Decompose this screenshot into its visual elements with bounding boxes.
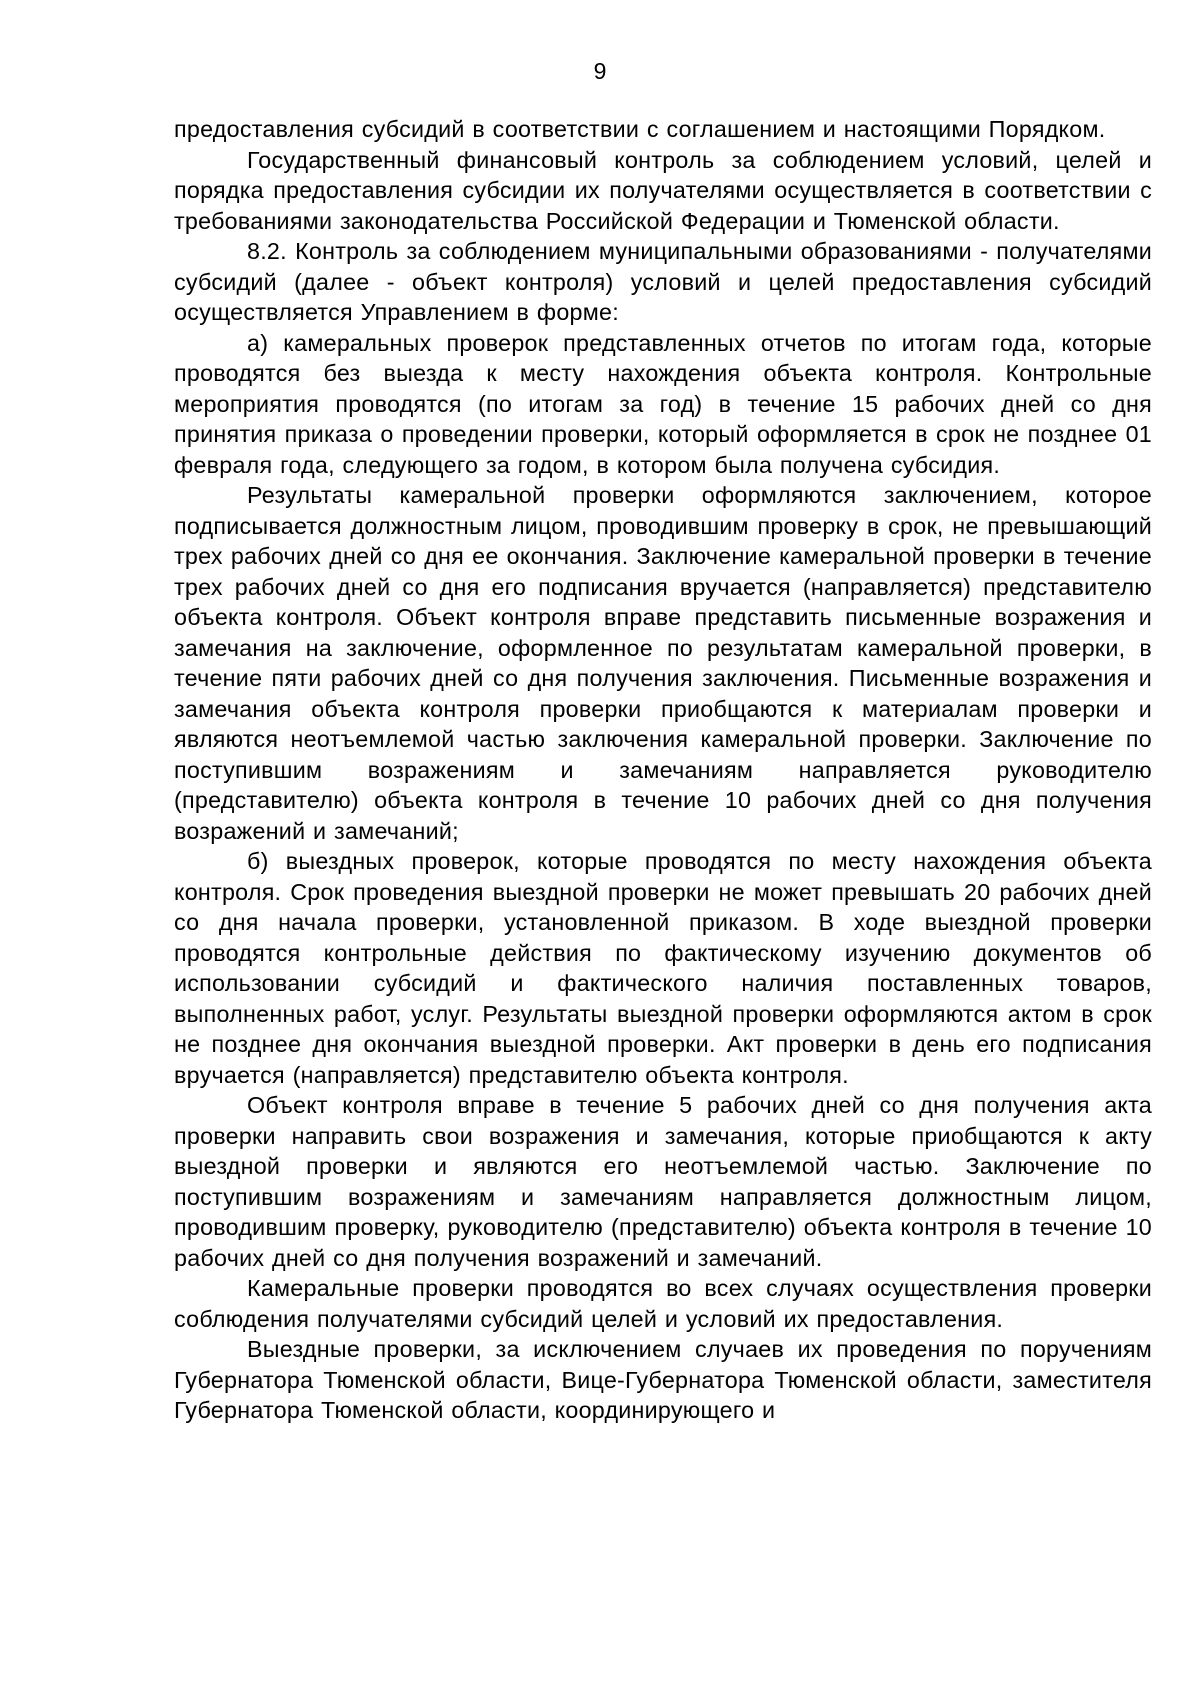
paragraph-desk-audits: а) камеральных проверок представленных отчетов по итогам года, которые проводятся без выезда к месту нахождения объекта контроля. Контрольные мероприятия проводятся (по итогам за год) в течение 15 рабочих дней со дня принятия приказа о проведении проверки, который оформляется в срок не позднее 01 февраля года, следующего за годом, в котором была получена субсидия. bbox=[174, 329, 1152, 478]
paragraph-desk-audit-results: Результаты камеральной проверки оформляются заключением, которое подписывается должностным лицом, проводившим проверку в срок, не превышающий трех рабочих дней со дня ее окончания. Заключение камеральной проверки в течение трех рабочих дней со дня его подписания вручается (направляется) представителю объекта контроля. Объект контроля вправе представить письменные возражения и замечания на заключение, оформленное по результатам камеральной проверки, в течение пяти рабочих дней со дня получения заключения. Письменные возражения и замечания объекта контроля проверки приобщаются к материалам проверки и являются неотъемлемой частью заключения камеральной проверки. Заключение по поступившим возражениям и замечаниям направляется руководителю (представителю) объекта контроля в течение 10 рабочих дней со дня получения возражений и замечаний; bbox=[174, 482, 1152, 844]
paragraph-section-8-2: 8.2. Контроль за соблюдением муниципальными образованиями - получателями субсидий (далее - объект контроля) условий и целей предоставления субсидий осуществляется Управлением в форме: bbox=[174, 238, 1152, 325]
paragraph-objections: Объект контроля вправе в течение 5 рабочих дней со дня получения акта проверки направить свои возражения и замечания, которые приобщаются к акту выездной проверки и являются его неотъемлемой частью. Заключение по поступившим возражениям и замечаниям направляется должностным лицом, проводившим проверку, руководителю (представителю) объекта контроля в течение 10 рабочих дней со дня получения возражений и замечаний. bbox=[174, 1092, 1152, 1271]
paragraph-continuation: предоставления субсидий в соответствии с соглашением и настоящими Порядком. bbox=[174, 116, 1106, 142]
paragraph-field-audits: б) выездных проверок, которые проводятся по месту нахождения объекта контроля. Срок проведения выездной проверки не может превышать 20 рабочих дней со дня начала проверки, установленной приказом. В ходе выездной проверки проводятся контрольные действия по фактическому изучению документов об использовании субсидий и фактического наличия поставленных товаров, выполненных работ, услуг. Результаты выездной проверки оформляются актом в срок не позднее дня окончания выездной проверки. Акт проверки в день его подписания вручается (направляется) представителю объекта контроля. bbox=[174, 848, 1152, 1088]
paragraph-field-audit-exceptions: Выездные проверки, за исключением случаев их проведения по поручениям Губернатора Тюменской области, Вице-Губернатора Тюменской области, заместителя Губернатора Тюменской области, координирующего и bbox=[174, 1336, 1152, 1423]
document-body bbox=[174, 114, 1152, 1426]
paragraph-state-financial-control: Государственный финансовый контроль за соблюдением условий, целей и порядка предоставления субсидии их получателями осуществляется в соответствии с требованиями законодательства Российской Федерации и Тюменской области. bbox=[174, 146, 1152, 234]
paragraph-desk-audit-cases: Камеральные проверки проводятся во всех случаях осуществления проверки соблюдения получателями субсидий целей и условий их предоставления. bbox=[174, 1275, 1152, 1332]
page-number: 9 bbox=[593, 58, 607, 84]
